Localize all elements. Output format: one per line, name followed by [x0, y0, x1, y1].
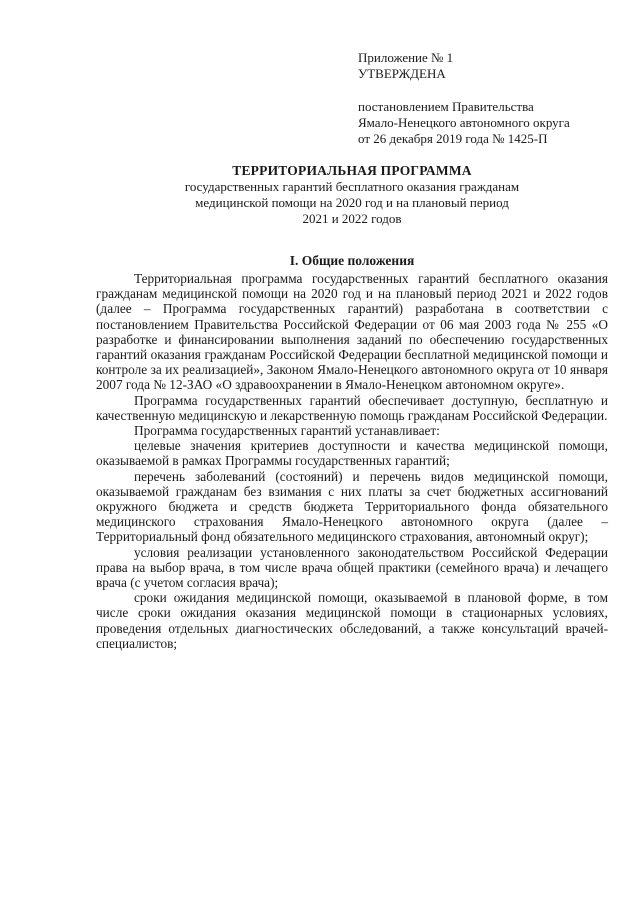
title-subtitle-1: государственных гарантий бесплатного оказания гражданам [184, 179, 520, 194]
resolution-date: от 26 декабря 2019 года № 1425-П [358, 131, 548, 146]
document-title [96, 163, 608, 227]
body-text [96, 271, 608, 651]
title-subtitle-3: 2021 и 2022 годов [302, 211, 402, 226]
authority-line: Ямало-Ненецкого автономного округа [358, 115, 570, 130]
paragraph: сроки ожидания медицинской помощи, оказываемой в плановой форме, в том числе сроки ожидания оказания медицинской помощи в стационарных условиях, проведения отдельных диагностических обследований, а также консультаций врачей-специалистов; [96, 590, 608, 651]
resolution-line: постановлением Правительства [358, 99, 534, 114]
paragraph: Территориальная программа государственных гарантий бесплатного оказания гражданам медицинской помощи на 2020 год и на плановый период 2021 и 2022 годов (далее – Программа государственных гарантий) разработана в соответствии с постановлением Правительства Российской Федерации от 06 мая 2003 года № 255 «О разработке и финансировании выполнения заданий по обеспечению государственных гарантий оказания гражданам Российской Федерации бесплатной медицинской помощи и контроле за их реализацией», Законом Ямало-Ненецкого автономного округа от 10 января 2007 года № 12-ЗАО «О здравоохранении в Ямало-Ненецком автономном округе». [96, 271, 608, 393]
approved-label: УТВЕРЖДЕНА [358, 66, 446, 81]
title-subtitle-2: медицинской помощи на 2020 год и на плановый период [195, 195, 509, 210]
paragraph: перечень заболеваний (состояний) и перечень видов медицинской помощи, оказываемой гражданам без взимания с них платы за счет бюджетных ассигнований окружного бюджета и средств бюджета Территориального фонда обязательного медицинского страхования Ямало-Ненецкого автономного округа (далее – Территориальный фонд обязательного медицинского страхования, автономный округ); [96, 468, 608, 545]
paragraph: целевые значения критериев доступности и качества медицинской помощи, оказываемой в рамках Программы государственных гарантий; [96, 438, 608, 469]
paragraph: Программа государственных гарантий устанавливает: [134, 423, 440, 439]
paragraph: Программа государственных гарантий обеспечивает доступную, бесплатную и качественную медицинскую и лекарственную помощь гражданам Российской Федерации. [96, 392, 608, 423]
paragraph: условия реализации установленного законодательством Российской Федерации права на выбор врача, в том числе врача общей практики (семейного врача) и лечащего врача (с учетом согласия врача); [96, 544, 608, 591]
title-main: ТЕРРИТОРИАЛЬНАЯ ПРОГРАММА [232, 163, 472, 178]
approval-stamp [358, 50, 570, 147]
section-heading: I. Общие положения [289, 253, 415, 268]
appendix-number: Приложение № 1 [358, 50, 454, 65]
